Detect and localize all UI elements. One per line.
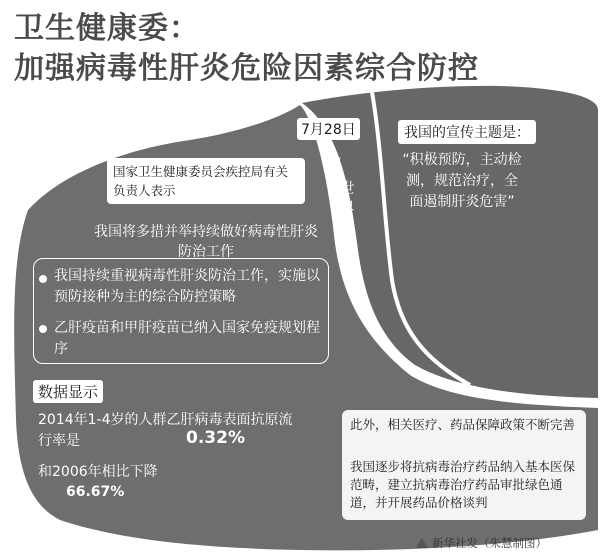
bullet-dot [39, 275, 47, 283]
policy-paragraph-1: 此外，相关医疗、药品保障政策不断完善 [350, 417, 576, 432]
theme-title: 我国的宣传主题是： [398, 120, 536, 144]
date-is-text: 是 [320, 141, 334, 157]
data-item-1-text: 2014年1-4岁的人群乙肝病毒表面抗原流行率是 [38, 412, 293, 449]
measure-item: 乙肝疫苗和甲肝疫苗已纳入国家免疫规划程序 [54, 320, 320, 357]
data-display-label: 数据显示 [33, 380, 103, 403]
title-line-1: 卫生健康委： [14, 11, 200, 46]
world-hepatitis-day-label [338, 178, 361, 278]
quote-open-mark: “ [331, 155, 343, 180]
xinhua-logo-icon [416, 538, 428, 548]
title-line-2: 加强病毒性肝炎危险因素综合防控 [14, 51, 479, 86]
bullet-dot [39, 325, 47, 333]
image-credit [416, 535, 547, 551]
measure-item: 我国持续重视病毒性肝炎防治工作，实施以预防接种为主的综合防控策略 [54, 268, 320, 305]
policy-paragraph-2: 我国逐步将抗病毒治疗药品纳入基本医保范畴，建立抗病毒治疗药品审批绿色通道，并开展药品价格谈判 [350, 459, 576, 510]
theme-slogan: “积极预防，主动检测，规范治疗，全面遏制肝炎危害” [402, 152, 522, 210]
speaker-source-box: 国家卫生健康委员会疾控局有关负责人表示 [107, 158, 305, 204]
date-label: 7月28日 [297, 118, 360, 140]
quote-close-mark: ” [353, 259, 361, 277]
world-hepatitis-day-text: 世界肝炎日 [338, 179, 355, 277]
credit-text: 新华社发（朱慧制图） [432, 536, 547, 550]
speaker-headline: 我国将多措并举持续做好病毒性肝炎防治工作 [94, 224, 318, 260]
data-item-1-value: 0.32% [186, 428, 245, 448]
data-item-2-text: 和2006年相比下降 [38, 464, 158, 480]
data-item-2-value: 66.67% [66, 484, 125, 500]
